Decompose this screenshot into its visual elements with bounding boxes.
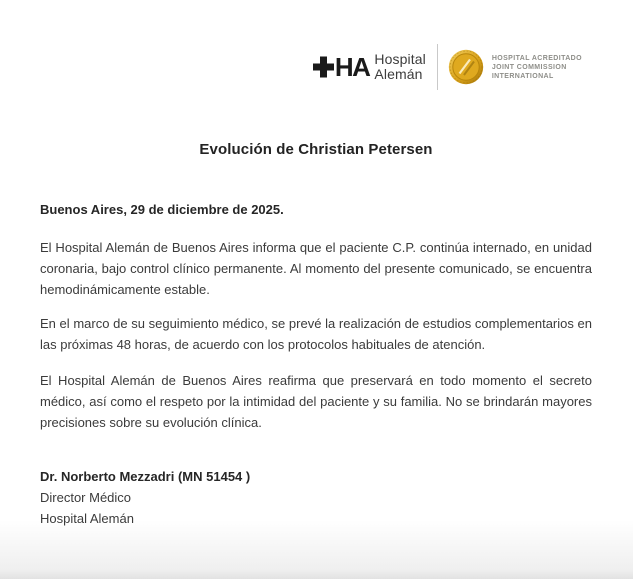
hospital-name	[374, 52, 425, 82]
hospital-name-line1: Hospital	[374, 51, 426, 67]
logo-mark-text: HA	[334, 52, 370, 82]
hospital-aleman-logo	[313, 52, 370, 82]
signature-block	[40, 466, 592, 529]
paragraph-2: En el marco de su seguimiento médico, se prevé la realización de estudios complementarios en las próximas 48 horas, de acuerdo con los protocolos habituales de atención.	[40, 316, 592, 352]
signature-role: Director Médico	[40, 490, 132, 505]
accreditation-line1: HOSPITAL ACREDITADO	[491, 54, 582, 62]
page-title: Evolución de Christian Petersen	[199, 141, 433, 158]
accreditation-line2: JOINT COMMISSION	[491, 63, 567, 71]
document-content	[0, 140, 633, 529]
signature-organization: Hospital Alemán	[40, 511, 134, 526]
jci-gold-seal-icon	[448, 45, 484, 89]
paragraph-3: El Hospital Alemán de Buenos Aires reafirma que preservará en todo momento el secreto médico, así como el respeto por la intimidad del paciente y su familia. No se brindarán mayores precisiones sobre su evolución clínica.	[40, 373, 592, 430]
accreditation-text	[492, 54, 582, 81]
hospital-name-line2: Alemán	[374, 66, 423, 82]
paragraph-1: El Hospital Alemán de Buenos Aires informa que el paciente C.P. continúa internado, en unidad coronaria, bajo control clínico permanente. Al momento del presente comunicado, se encuentra hemodinámicamente estable.	[40, 240, 592, 297]
signature-name: Dr. Norberto Mezzadri (MN 51454 )	[40, 469, 251, 484]
dateline: Buenos Aires, 29 de diciembre de 2025.	[40, 202, 284, 217]
header-logo-block	[313, 44, 582, 90]
plus-cross-icon	[313, 55, 336, 79]
accreditation-line3: INTERNATIONAL	[491, 72, 554, 80]
logo-divider	[437, 44, 438, 90]
